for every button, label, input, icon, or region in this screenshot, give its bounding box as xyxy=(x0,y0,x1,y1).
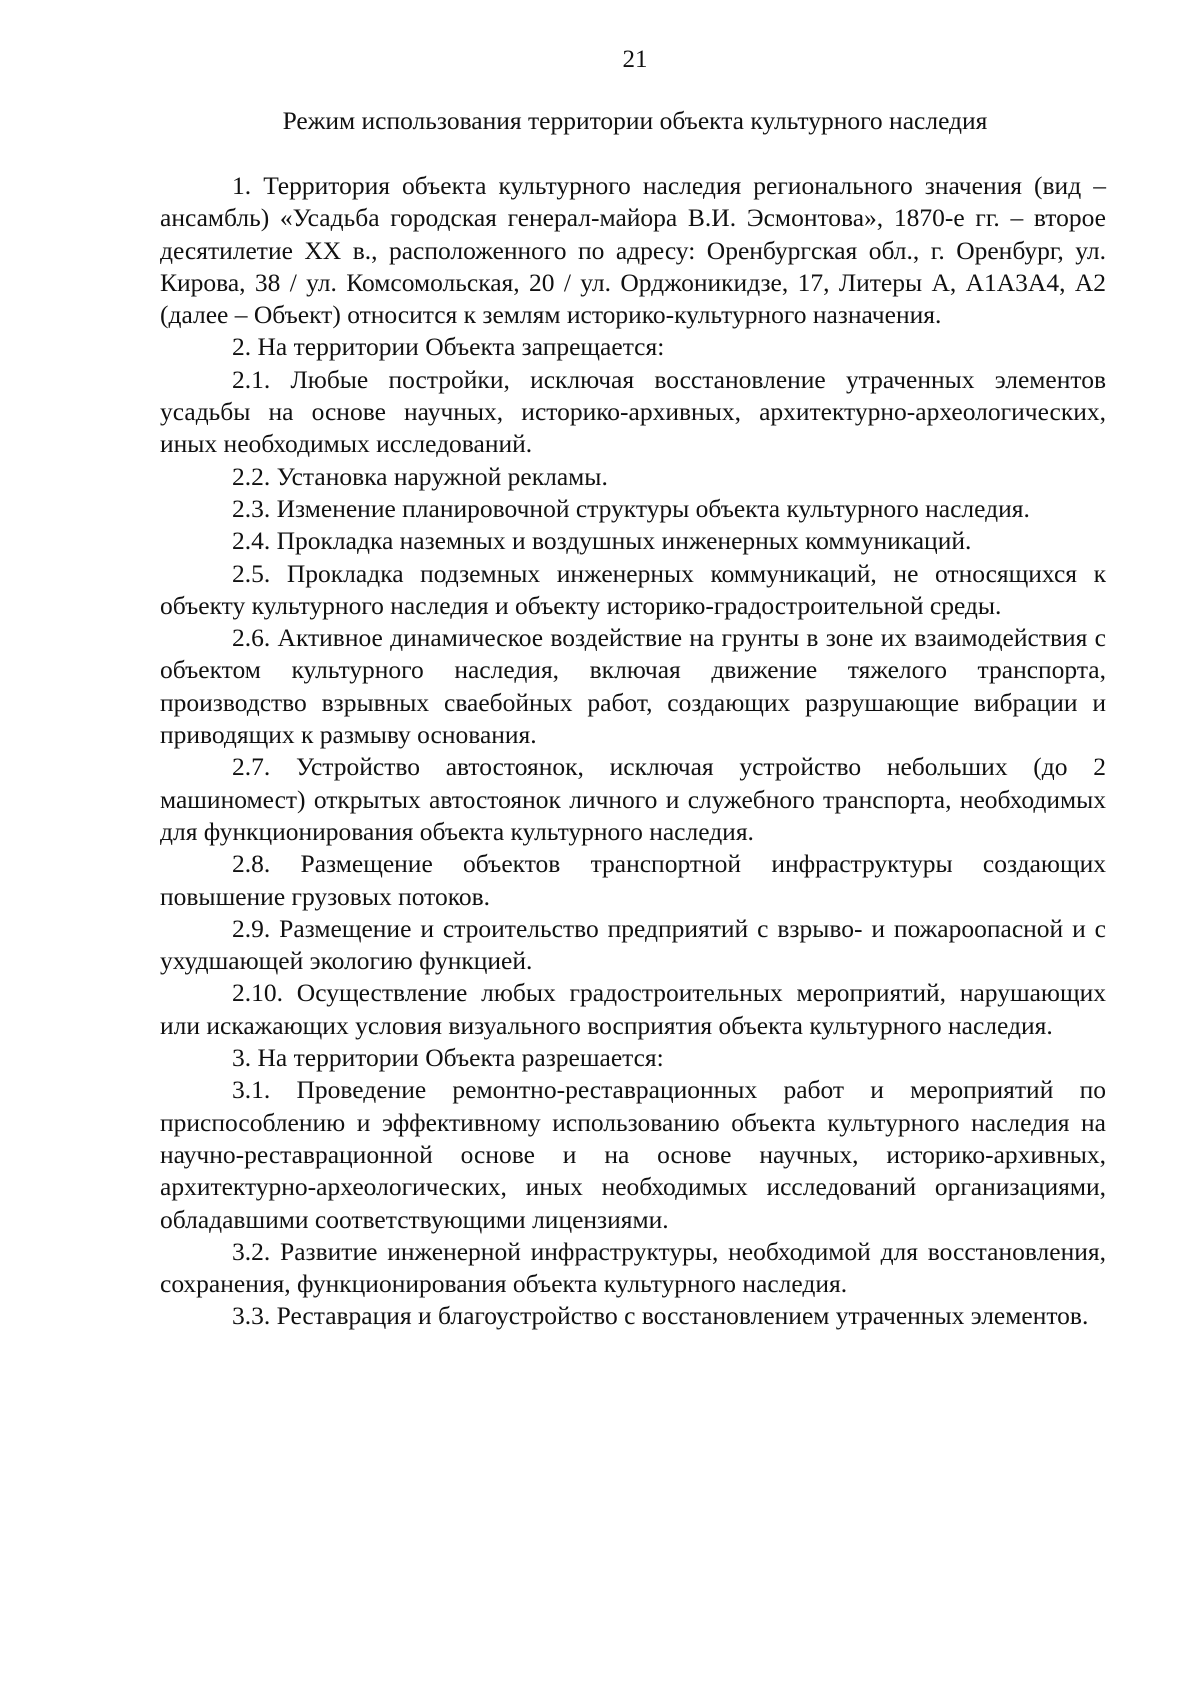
document-title: Режим использования территории объекта культурного наследия xyxy=(282,106,988,135)
paragraph-2-7: 2.7. Устройство автостоянок, исключая устройство небольших (до 2 машиномест) открытых автостоянок личного и служебного транспорта, необходимых для функционирования объекта культурного наследия. xyxy=(160,752,1106,846)
paragraph-2-5: 2.5. Прокладка подземных инженерных коммуникаций, не относящихся к объекту культурного наследия и объекту историко-градостроительной среды. xyxy=(160,558,1106,620)
paragraph-2-10: 2.10. Осуществление любых градостроительных мероприятий, нарушающих или искажающих условия визуального восприятия объекта культурного наследия. xyxy=(160,978,1106,1040)
paragraph-2-4: 2.4. Прокладка наземных и воздушных инженерных коммуникаций. xyxy=(232,526,972,556)
paragraph-3-3: 3.3. Реставрация и благоустройство с восстановлением утраченных элементов. xyxy=(232,1301,1089,1331)
paragraph-2-2: 2.2. Установка наружной рекламы. xyxy=(232,461,608,491)
paragraph-2-9: 2.9. Размещение и строительство предприятий с взрыво- и пожароопасной и с ухудшающей экологию функцией. xyxy=(160,913,1106,976)
paragraph-2-3: 2.3. Изменение планировочной структуры объекта культурного наследия. xyxy=(232,493,1030,523)
page-number: 21 xyxy=(622,46,648,73)
paragraph-3-1: 3.1. Проведение ремонтно-реставрационных работ и мероприятий по приспособлению и эффективному использованию объекта культурного наследия на научно-реставрационной основе и на основе научных, историко-архивных, архитектурно-археологических, иных необходимых исследований организациями, обладавшими соответствующими лицензиями. xyxy=(160,1075,1106,1234)
paragraph-2-6: 2.6. Активное динамическое воздействие на грунты в зоне их взаимодействия с объектом культурного наследия, включая движение тяжелого транспорта, производство взрывных сваебойных работ, создающих разрушающие вибрации и приводящих к размыву основания. xyxy=(160,623,1106,750)
paragraph-3-2: 3.2. Развитие инженерной инфраструктуры, необходимой для восстановления, сохранения, функционирования объекта культурного наследия. xyxy=(160,1236,1106,1299)
paragraph-2: 2. На территории Объекта запрещается: xyxy=(232,332,665,362)
paragraph-3: 3. На территории Объекта разрешается: xyxy=(232,1043,664,1073)
paragraph-2-1: 2.1. Любые постройки, исключая восстановление утраченных элементов усадьбы на основе научных, историко-архивных, архитектурно-археологических, иных необходимых исследований. xyxy=(160,364,1106,459)
paragraph-1: 1. Территория объекта культурного наследия регионального значения (вид – ансамбль) «Усадьба городская генерал-майора В.И. Эсмонтова», 1870-е гг. – второе десятилетие XX в., расположенного по адресу: Оренбургская обл., г. Оренбург, ул. Кирова, 38 / ул. Комсомольская, 20 / ул. Орджоникидзе, 17, Литеры А, А1А3А4, А2 (далее – Объект) относится к землям историко-культурного назначения. xyxy=(160,171,1106,330)
paragraph-2-8: 2.8. Размещение объектов транспортной инфраструктуры создающих повышение грузовых потоков. xyxy=(160,849,1106,911)
document-body xyxy=(160,170,1106,1333)
